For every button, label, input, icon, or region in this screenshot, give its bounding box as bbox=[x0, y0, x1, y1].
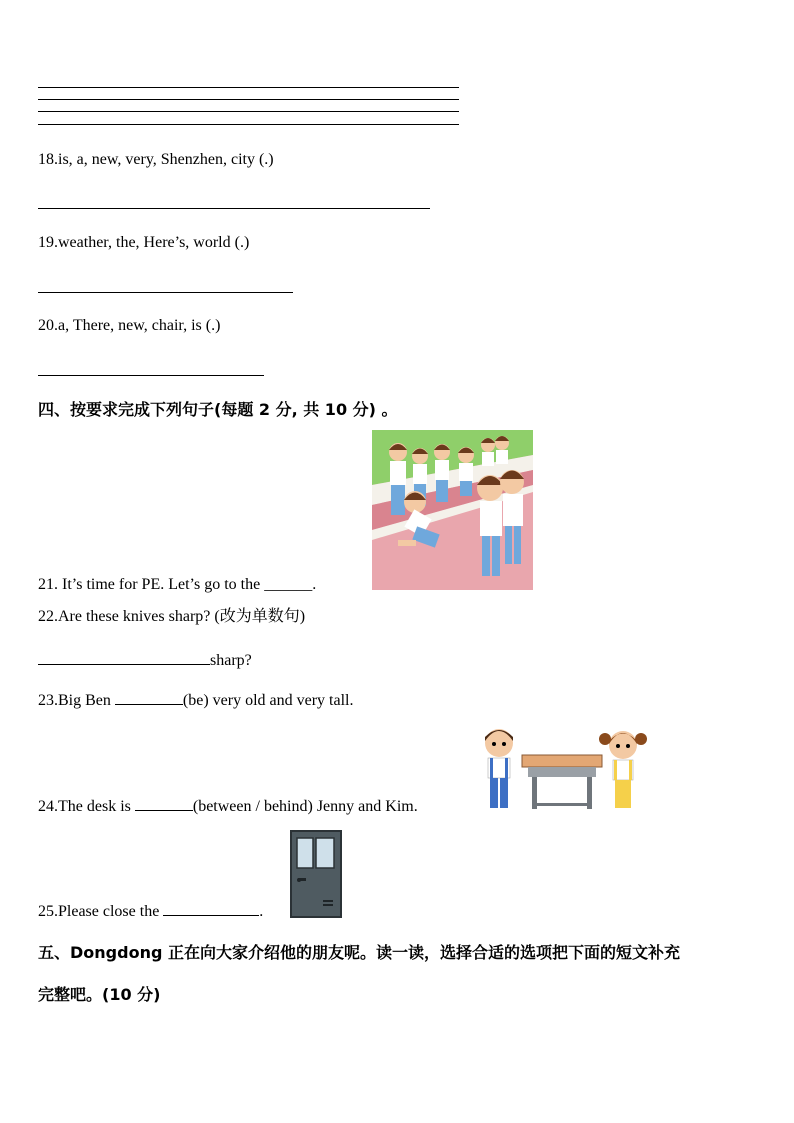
question-25 bbox=[38, 901, 263, 922]
question-25-before: 25.Please close the bbox=[38, 903, 160, 920]
answer-blank-22[interactable] bbox=[38, 650, 210, 665]
answer-line-3 bbox=[38, 111, 459, 112]
answer-line-20[interactable] bbox=[38, 375, 264, 376]
answer-blank-23[interactable] bbox=[115, 690, 183, 705]
section-5-title-line2: 完整吧。(10 分) bbox=[38, 985, 161, 1004]
question-25-after: . bbox=[259, 903, 264, 920]
answer-line-2 bbox=[38, 99, 459, 100]
question-23 bbox=[38, 690, 354, 711]
question-23-after: (be) very old and very tall. bbox=[182, 692, 354, 709]
pe-class-picture bbox=[372, 430, 533, 590]
door-icon bbox=[290, 830, 342, 918]
section-5-title-line1: 五、Dongdong 正在向大家介绍他的朋友呢。读一读，选择合适的选项把下面的短文补充 bbox=[38, 943, 680, 962]
question-24-after: (between / behind) Jenny and Kim. bbox=[192, 798, 418, 815]
answer-22-row bbox=[38, 650, 252, 671]
question-19: 19.weather, the, Here’s, world (.) bbox=[38, 234, 250, 251]
question-20: 20.a, There, new, chair, is (.) bbox=[38, 317, 221, 334]
answer-blank-24[interactable] bbox=[135, 796, 193, 811]
question-22: 22.Are these knives sharp? (改为单数句) bbox=[38, 608, 306, 625]
question-21: 21. It’s time for PE. Let’s go to the ______. bbox=[38, 576, 317, 593]
answer-line-4 bbox=[38, 124, 459, 125]
section-4-title: 四、按要求完成下列句子(每题 2 分, 共 10 分) 。 bbox=[38, 400, 398, 419]
boy-desk-girl-picture bbox=[478, 727, 650, 813]
question-18: 18.is, a, new, very, Shenzhen, city (.) bbox=[38, 151, 274, 168]
answer-line-1 bbox=[38, 87, 459, 88]
answer-22-suffix: sharp? bbox=[210, 652, 252, 669]
question-24-before: 24.The desk is bbox=[38, 798, 131, 815]
question-24 bbox=[38, 796, 418, 817]
answer-line-19[interactable] bbox=[38, 292, 293, 293]
question-23-before: 23.Big Ben bbox=[38, 692, 111, 709]
answer-line-18[interactable] bbox=[38, 208, 430, 209]
answer-blank-25[interactable] bbox=[163, 901, 259, 916]
